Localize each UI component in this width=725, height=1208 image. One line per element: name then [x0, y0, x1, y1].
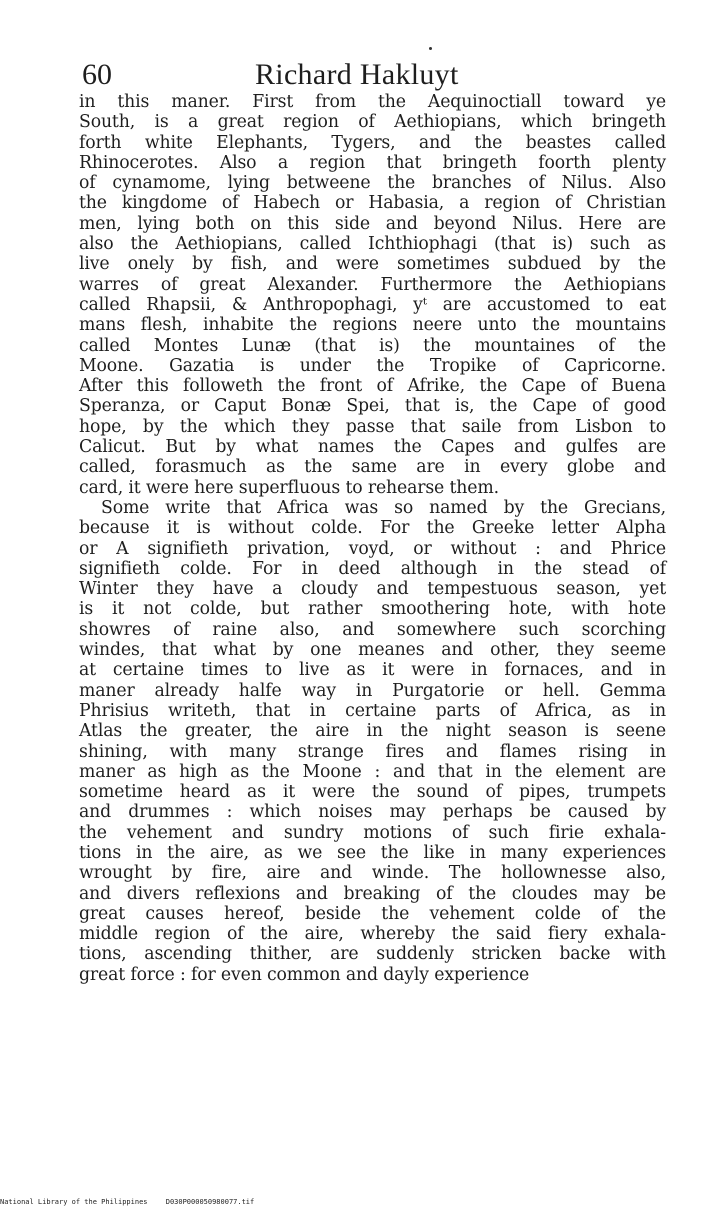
text-line: and divers reflexions and breaking of the cloudes may be [79, 883, 666, 904]
footer-filename: D030P000050980077.tif [165, 1198, 255, 1206]
text-line: is it not colde, but rather smoothering hote, with hote [79, 599, 666, 620]
text-line: because it is without colde. For the Greeke letter Alpha [79, 518, 666, 539]
body-text [79, 92, 666, 985]
text-line: called Montes Lunæ (that is) the mountaines of the [79, 335, 666, 356]
text-line: Rhinocerotes. Also a region that bringeth foorth plenty [79, 152, 666, 173]
text-line: maner already halfe way in Purgatorie or hell. Gemma [79, 680, 666, 701]
text-line: great causes hereof, beside the vehement colde of the [79, 903, 666, 924]
text-line: signifieth colde. For in deed although in the stead of [79, 558, 666, 579]
running-head [82, 55, 672, 95]
book-title: Richard Hakluyt [255, 58, 459, 91]
footer-library: National Library of the Philippines [0, 1198, 148, 1206]
text-line: live onely by fish, and were sometimes subdued by the [79, 254, 666, 275]
text-line: men, lying both on this side and beyond Nilus. Here are [79, 213, 666, 234]
scan-footer [0, 1198, 254, 1207]
text-line: wrought by fire, aire and winde. The hollownesse also, [79, 863, 666, 884]
print-speck [429, 47, 432, 50]
text-line: Calicut. But by what names the Capes and gulfes are [79, 437, 666, 458]
text-line: the vehement and sundry motions of such firie exhala- [79, 822, 666, 843]
text-line: After this followeth the front of Afrike, the Cape of Buena [79, 376, 666, 397]
text-line: the kingdome of Habech or Habasia, a region of Christian [79, 193, 666, 214]
text-line: Atlas the greater, the aire in the night season is seene [79, 721, 666, 742]
text-line: called, forasmuch as the same are in every globe and [79, 457, 666, 478]
text-line: and drummes : which noises may perhaps be caused by [79, 802, 666, 823]
text-line: Some write that Africa was so named by the Grecians, [101, 497, 666, 518]
text-line: showres of raine also, and somewhere such scorching [79, 619, 666, 640]
text-line: maner as high as the Moone : and that in the element are [79, 761, 666, 782]
text-line: Speranza, or Caput Bonæ Spei, that is, the Cape of good [79, 396, 666, 417]
text-line: warres of great Alexander. Furthermore the Aethiopians [79, 274, 666, 295]
text-line: tions in the aire, as we see the like in many experiences [79, 842, 666, 863]
text-line: card, it were here superfluous to rehearse them. [79, 477, 499, 498]
text-line: great force : for even common and dayly experience [79, 964, 530, 985]
text-line: Winter they have a cloudy and tempestuous season, yet [79, 579, 666, 600]
text-line: sometime heard as it were the sound of pipes, trumpets [79, 782, 666, 803]
text-line: also the Aethiopians, called Ichthiophagi (that is) such as [79, 234, 666, 255]
text-line: in this maner. First from the Aequinoctiall toward ye [79, 92, 666, 112]
text-line: shining, with many strange fires and flames rising in [79, 741, 666, 762]
text-line: mans flesh, inhabite the regions neere unto the mountains [79, 315, 666, 336]
text-line: tions, ascending thither, are suddenly stricken backe with [79, 944, 666, 965]
text-line: or A signifieth privation, voyd, or without : and Phrice [79, 538, 666, 559]
text-line: hope, by the which they passe that saile from Lisbon to [79, 416, 666, 437]
text-line: of cynamome, lying betweene the branches of Nilus. Also [79, 173, 666, 194]
text-line: forth white Elephants, Tygers, and the beastes called [79, 132, 666, 153]
text-line: South, is a great region of Aethiopians, which bringeth [79, 112, 666, 133]
text-line: called Rhapsii, & Anthropophagi, yᵗ are accustomed to eat [79, 294, 666, 315]
page-number: 60 [82, 58, 112, 91]
text-line: middle region of the aire, whereby the said fiery exhala- [79, 924, 666, 945]
text-line: Phrisius writeth, that in certaine parts of Africa, as in [79, 700, 666, 721]
text-line: at certaine times to live as it were in fornaces, and in [79, 660, 666, 681]
paragraph [79, 92, 666, 498]
paragraph [79, 498, 666, 985]
text-line: Moone. Gazatia is under the Tropike of Capricorne. [79, 355, 666, 376]
text-line: windes, that what by one meanes and other, they seeme [79, 640, 666, 661]
